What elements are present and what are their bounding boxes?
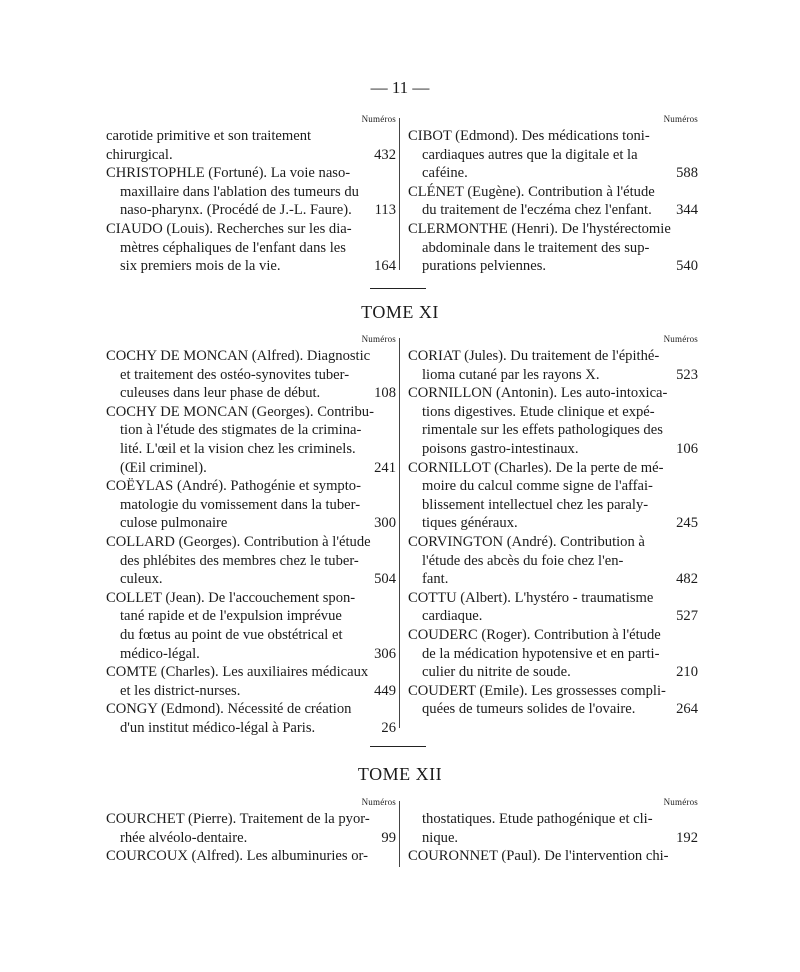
index-entry xyxy=(106,220,396,276)
entry-text: CIAUDO (Louis). Recherches sur les dia- xyxy=(106,220,352,237)
entries xyxy=(106,127,396,276)
entry-text: (Œil criminel). xyxy=(120,459,207,476)
entry-line xyxy=(408,514,698,533)
entry-line xyxy=(106,440,396,459)
entry-line xyxy=(408,626,698,645)
entry-line xyxy=(408,663,698,682)
index-entry xyxy=(106,403,396,477)
entries xyxy=(408,810,698,866)
thesis-number: 432 xyxy=(374,146,396,163)
entry-line xyxy=(408,570,698,589)
entry-line xyxy=(408,645,698,664)
column-divider xyxy=(399,801,400,867)
entry-line xyxy=(106,682,396,701)
numeros-header: Numéros xyxy=(361,797,396,807)
entry-text: abdominale dans le traitement des sup- xyxy=(422,239,650,256)
entry-line xyxy=(106,403,396,422)
tome-xii-heading: TOME XII xyxy=(357,764,443,784)
entry-line xyxy=(106,552,396,571)
entry-text: nique. xyxy=(422,829,459,846)
entry-line xyxy=(106,847,396,866)
thesis-number: 540 xyxy=(676,258,698,275)
entry-line xyxy=(408,183,698,202)
thesis-number: 241 xyxy=(374,459,396,476)
entry-line xyxy=(408,682,698,701)
entry-line xyxy=(106,514,396,533)
numeros-header: Numéros xyxy=(663,114,698,124)
entry-text: lité. L'œil et la vision chez les criminels. xyxy=(120,440,356,457)
entry-line xyxy=(408,810,698,829)
numeros-header: Numéros xyxy=(663,797,698,807)
entry-line xyxy=(106,421,396,440)
column-divider xyxy=(399,118,400,270)
thesis-number: 113 xyxy=(374,202,396,219)
entry-line xyxy=(408,589,698,608)
entry-line xyxy=(408,201,698,220)
entry-line xyxy=(106,239,396,258)
entry-line xyxy=(408,146,698,165)
index-entry xyxy=(106,847,396,866)
section-separator xyxy=(370,746,426,747)
entry-text: d'un institut médico-légal à Paris. xyxy=(120,719,316,736)
index-entry xyxy=(408,220,698,276)
entry-line xyxy=(106,607,396,626)
entry-text: COURONNET (Paul). De l'intervention chi- xyxy=(408,848,669,865)
numeros-header: Numéros xyxy=(663,334,698,344)
page-number: — 11 — xyxy=(370,78,430,97)
entry-text: COURCHET (Pierre). Traitement de la pyor- xyxy=(106,811,370,827)
entry-line xyxy=(408,421,698,440)
entry-line xyxy=(106,459,396,478)
thesis-number: 210 xyxy=(676,664,698,681)
entry-text: COMTE (Charles). Les auxiliaires médicaux xyxy=(106,664,369,681)
entry-line xyxy=(408,239,698,258)
entry-line xyxy=(106,829,396,848)
thesis-number: 588 xyxy=(676,165,698,182)
entry-line xyxy=(408,477,698,496)
entry-text: cardiaque. xyxy=(422,608,483,625)
entry-line xyxy=(106,146,396,165)
index-entry xyxy=(106,127,396,164)
index-entry xyxy=(408,682,698,719)
column-left-s1 xyxy=(106,334,396,737)
entry-text: culeux. xyxy=(120,571,163,588)
column-left-s0 xyxy=(106,114,396,276)
entry-text: COËYLAS (André). Pathogénie et sympto- xyxy=(106,478,361,495)
entry-line xyxy=(408,127,698,146)
entry-line xyxy=(106,496,396,515)
entry-text: culose pulmonaire xyxy=(120,515,228,532)
entries xyxy=(106,810,396,866)
entry-text: tané rapide et de l'expulsion imprévue xyxy=(120,608,342,625)
entry-text: COURCOUX (Alfred). Les albuminuries or- xyxy=(106,848,368,865)
thesis-number: 306 xyxy=(374,645,396,662)
entry-line xyxy=(408,347,698,366)
index-entry xyxy=(106,347,396,403)
entry-text: CLERMONTHE (Henri). De l'hystérectomie xyxy=(408,220,671,237)
entry-text: rhée alvéolo-dentaire. xyxy=(120,829,248,846)
entry-line xyxy=(106,183,396,202)
thesis-number: 99 xyxy=(381,829,396,846)
entry-text: thostatiques. Etude pathogénique et cli- xyxy=(422,811,653,827)
entry-text: tions digestives. Etude clinique et expé- xyxy=(422,403,655,420)
index-entry xyxy=(106,533,396,589)
entry-line xyxy=(408,220,698,239)
column-divider xyxy=(399,338,400,728)
entry-text: naso-pharynx. (Procédé de J.-L. Faure). xyxy=(120,202,352,219)
entry-text: COLLET (Jean). De l'accouchement spon- xyxy=(106,589,356,606)
entry-line xyxy=(408,459,698,478)
index-entry xyxy=(106,164,396,220)
entry-line xyxy=(408,440,698,459)
thesis-number: 192 xyxy=(676,829,698,846)
entry-text: maxillaire dans l'ablation des tumeurs du xyxy=(120,183,359,200)
entry-line xyxy=(106,127,396,146)
index-entry xyxy=(408,384,698,458)
thesis-number: 106 xyxy=(676,440,698,457)
entry-line xyxy=(408,829,698,848)
entries xyxy=(106,347,396,737)
entry-text: six premiers mois de la vie. xyxy=(120,258,281,275)
entry-line xyxy=(408,403,698,422)
index-entry xyxy=(408,183,698,220)
thesis-number: 449 xyxy=(374,682,396,699)
entry-text: caféine. xyxy=(422,165,468,182)
entry-text: cardiaques autres que la digitale et la xyxy=(422,146,638,163)
numeros-header: Numéros xyxy=(361,334,396,344)
index-entry xyxy=(408,347,698,384)
entry-text: l'étude des abcès du foie chez l'en- xyxy=(422,552,624,569)
entry-text: CIBOT (Edmond). Des médications toni- xyxy=(408,128,650,144)
entry-text: médico-légal. xyxy=(120,645,200,662)
index-entry xyxy=(408,127,698,183)
entry-line xyxy=(408,496,698,515)
thesis-number: 527 xyxy=(676,608,698,625)
entry-text: lioma cutané par les rayons X. xyxy=(422,366,600,383)
entry-line xyxy=(106,719,396,738)
entry-line xyxy=(106,347,396,366)
thesis-number: 108 xyxy=(374,385,396,402)
index-entry xyxy=(408,459,698,533)
entries xyxy=(408,127,698,276)
entry-text: du fœtus au point de vue obstétrical et xyxy=(120,626,343,643)
entry-line xyxy=(106,700,396,719)
index-entry xyxy=(408,810,698,847)
entry-line xyxy=(408,700,698,719)
entry-text: matologie du vomissement dans la tuber- xyxy=(120,496,361,513)
entry-text: CHRISTOPHLE (Fortuné). La voie naso- xyxy=(106,165,351,182)
numeros-header: Numéros xyxy=(361,114,396,124)
index-entry xyxy=(106,700,396,737)
section-separator xyxy=(370,288,426,289)
entry-text: tion à l'étude des stigmates de la crimina- xyxy=(120,422,362,439)
entry-line xyxy=(106,663,396,682)
thesis-number: 245 xyxy=(676,515,698,532)
entry-line xyxy=(106,626,396,645)
thesis-number: 344 xyxy=(676,202,698,219)
entry-text: CORNILLOT (Charles). De la perte de mé- xyxy=(408,459,664,476)
entry-line xyxy=(408,552,698,571)
entries xyxy=(408,347,698,719)
entry-line xyxy=(408,533,698,552)
tome-xi-heading: TOME XI xyxy=(361,302,439,322)
entry-text: purations pelviennes. xyxy=(422,258,547,275)
entry-text: CORVINGTON (André). Contribution à xyxy=(408,533,645,550)
entry-line xyxy=(106,384,396,403)
entry-line xyxy=(106,810,396,829)
entry-text: fant. xyxy=(422,571,449,588)
column-right-s2 xyxy=(408,797,698,866)
index-entry xyxy=(408,626,698,682)
entry-text: et traitement des ostéo-synovites tuber- xyxy=(120,366,350,383)
entry-text: du traitement de l'eczéma chez l'enfant. xyxy=(422,202,652,219)
column-right-s1 xyxy=(408,334,698,719)
index-entry xyxy=(408,589,698,626)
entry-line xyxy=(106,645,396,664)
entry-line xyxy=(106,570,396,589)
entry-text: culeuses dans leur phase de début. xyxy=(120,385,321,402)
entry-text: blissement intellectuel chez les paraly- xyxy=(422,496,649,513)
entry-text: COLLARD (Georges). Contribution à l'étude xyxy=(106,533,371,550)
column-right-s0 xyxy=(408,114,698,276)
entry-text: CLÉNET (Eugène). Contribution à l'étude xyxy=(408,183,655,200)
thesis-number: 264 xyxy=(676,701,698,718)
thesis-number: 523 xyxy=(676,366,698,383)
entry-line xyxy=(106,589,396,608)
entry-line xyxy=(106,366,396,385)
thesis-number: 26 xyxy=(381,719,396,736)
thesis-number: 504 xyxy=(374,571,396,588)
entry-text: et les district-nurses. xyxy=(120,682,241,699)
index-entry xyxy=(408,533,698,589)
thesis-number: 482 xyxy=(676,571,698,588)
entry-text: de la médication hypotensive et en parti- xyxy=(422,645,660,662)
index-entry xyxy=(106,589,396,663)
entry-text: COCHY DE MONCAN (Georges). Contribu- xyxy=(106,403,374,420)
entry-text: des phlébites des membres chez le tuber- xyxy=(120,552,359,569)
entry-line xyxy=(408,366,698,385)
entry-line xyxy=(106,164,396,183)
entry-line xyxy=(106,220,396,239)
entry-text: mètres céphaliques de l'enfant dans les xyxy=(120,239,346,256)
entry-text: quées de tumeurs solides de l'ovaire. xyxy=(422,701,636,718)
entry-text: CORIAT (Jules). Du traitement de l'épithé- xyxy=(408,348,660,364)
index-entry xyxy=(408,847,698,866)
entry-text: rimentale sur les effets pathologiques des xyxy=(422,422,663,439)
entry-text: culier du nitrite de soude. xyxy=(422,664,571,681)
column-left-s2 xyxy=(106,797,396,866)
entry-text: carotide primitive et son traitement xyxy=(106,128,312,144)
entry-line xyxy=(408,164,698,183)
entry-text: COUDERC (Roger). Contribution à l'étude xyxy=(408,626,661,643)
entry-line xyxy=(408,257,698,276)
entry-text: moire du calcul comme signe de l'affai- xyxy=(422,478,653,495)
index-entry xyxy=(106,477,396,533)
entry-text: tiques généraux. xyxy=(422,515,518,532)
entry-text: poisons gastro-intestinaux. xyxy=(422,440,579,457)
entry-line xyxy=(408,607,698,626)
entry-text: chirurgical. xyxy=(106,146,173,163)
index-entry xyxy=(106,810,396,847)
thesis-number: 300 xyxy=(374,515,396,532)
thesis-number: 164 xyxy=(374,258,396,275)
entry-text: CORNILLON (Antonin). Les auto-intoxica- xyxy=(408,385,668,402)
entry-text: COCHY DE MONCAN (Alfred). Diagnostic xyxy=(106,348,371,364)
entry-line xyxy=(106,257,396,276)
entry-line xyxy=(106,477,396,496)
entry-line xyxy=(408,847,698,866)
entry-line xyxy=(106,201,396,220)
entry-line xyxy=(408,384,698,403)
entry-text: COUDERT (Emile). Les grossesses compli- xyxy=(408,682,666,699)
index-entry xyxy=(106,663,396,700)
entry-text: COTTU (Albert). L'hystéro - traumatisme xyxy=(408,589,654,606)
entry-line xyxy=(106,533,396,552)
entry-text: CONGY (Edmond). Nécessité de création xyxy=(106,701,352,718)
